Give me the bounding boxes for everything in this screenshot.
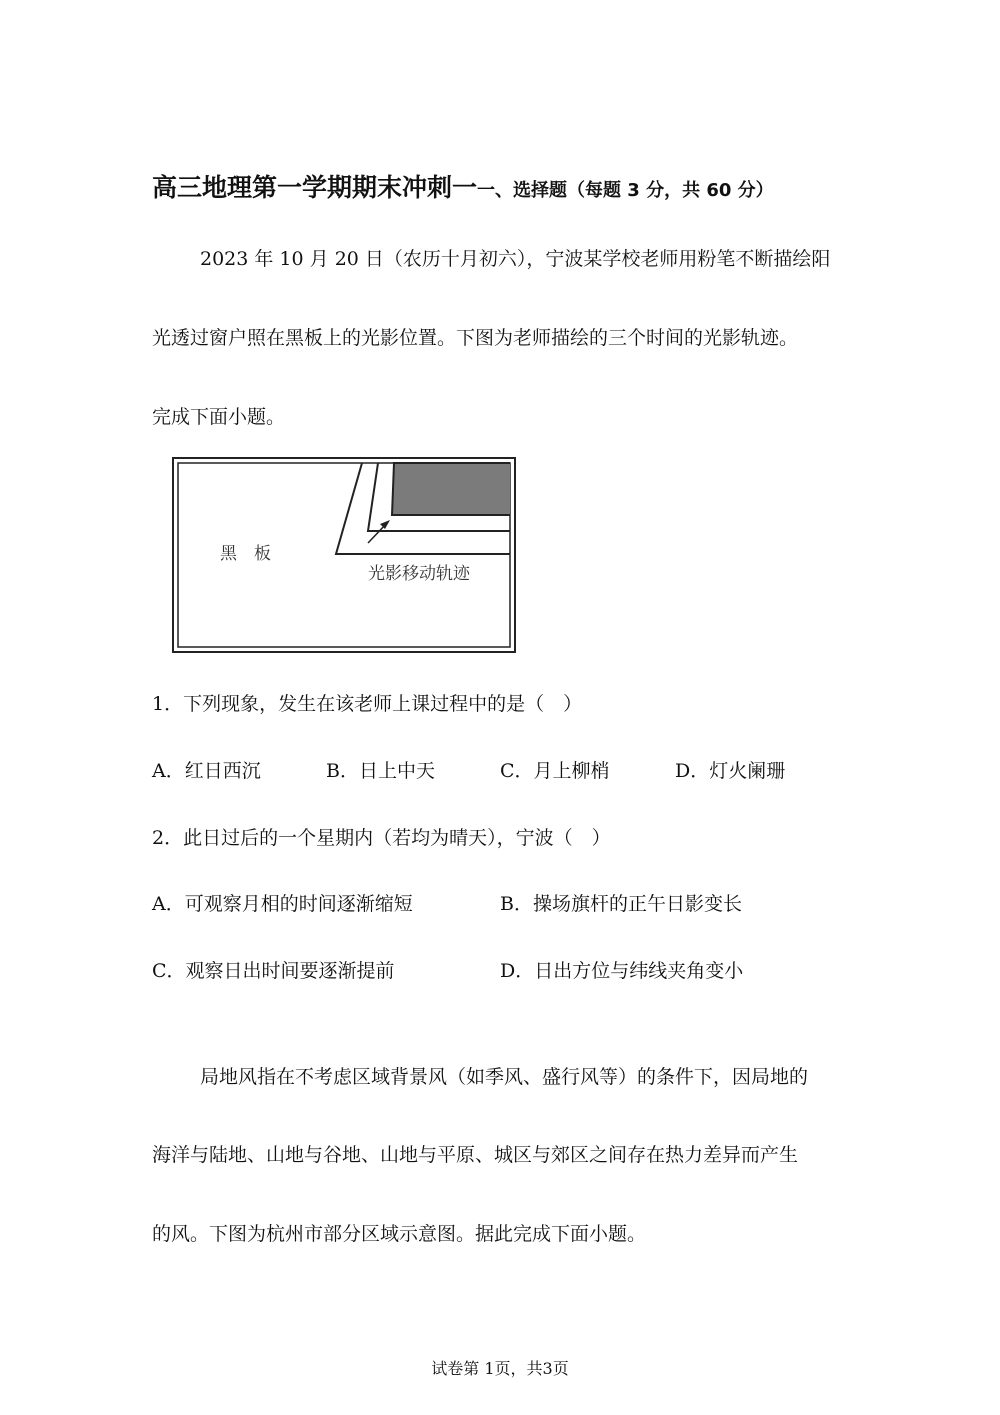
q1-option-c: C．月上柳梢 (500, 760, 610, 782)
q1-option-b: B．日上中天 (326, 760, 435, 782)
page-footer: 试卷第 1页，共3页 (431, 1359, 569, 1378)
q2-option-b: B．操场旗杆的正午日影变长 (500, 893, 742, 915)
passage1-line2: 光透过窗户照在黑板上的光影位置。下图为老师描绘的三个时间的光影轨迹。 (152, 327, 799, 349)
passage1-line3: 完成下面小题。 (152, 406, 286, 428)
label-track: 光影移动轨迹 (368, 564, 470, 584)
q2-option-a: A．可观察月相的时间逐渐缩短 (152, 893, 413, 915)
q1-option-d: D．灯火阑珊 (675, 760, 786, 782)
passage1-line1: 2023 年 10 月 20 日（农历十月初六），宁波某学校老师用粉笔不断描绘阳 (200, 248, 831, 270)
passage2-line3: 的风。下图为杭州市部分区域示意图。据此完成下面小题。 (152, 1223, 647, 1245)
label-blackboard: 黑 板 (220, 544, 271, 564)
q1-option-a: A．红日西沉 (152, 760, 261, 782)
q2-option-d: D．日出方位与纬线夹角变小 (500, 960, 744, 982)
passage2-line2: 海洋与陆地、山地与谷地、山地与平原、城区与郊区之间存在热力差异而产生 (152, 1144, 799, 1166)
title-main: 高三地理第一学期期末冲刺一 (152, 173, 478, 202)
page-title (152, 168, 774, 204)
blackboard-figure (172, 457, 518, 659)
q2-option-c: C．观察日出时间要逐渐提前 (152, 960, 395, 982)
q2-stem: 2．此日过后的一个星期内（若均为晴天），宁波（ ） (152, 827, 611, 849)
section-heading: 一、选择题（每题 3 分，共 60 分） (477, 180, 774, 201)
blackboard-diagram (172, 457, 518, 655)
passage2-line1: 局地风指在不考虑区域背景风（如季风、盛行风等）的条件下，因局地的 (200, 1066, 809, 1088)
shadow-region (392, 463, 510, 515)
q1-stem: 1．下列现象，发生在该老师上课过程中的是（ ） (152, 693, 583, 715)
